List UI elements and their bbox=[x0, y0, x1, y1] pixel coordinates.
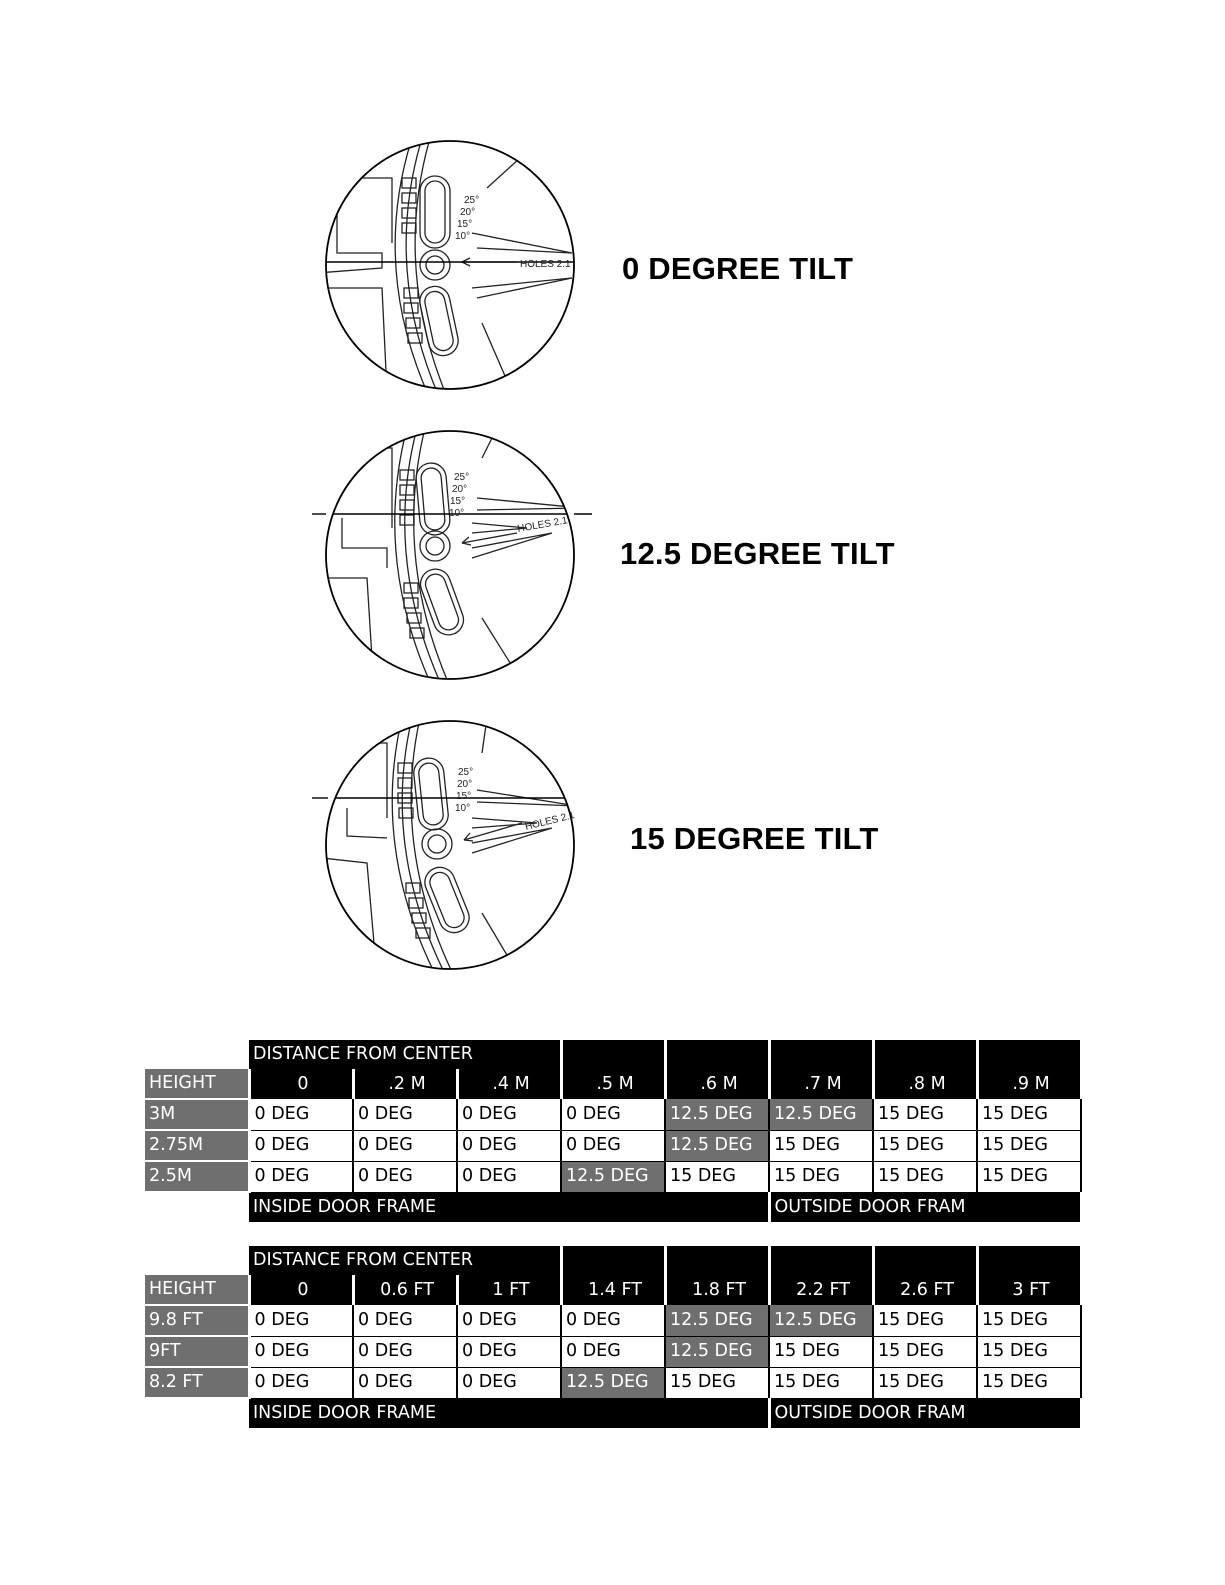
tilt-cell: 15 DEG bbox=[873, 1367, 977, 1398]
column-header: 2.2 FT bbox=[769, 1275, 873, 1305]
dial-tick: 15° bbox=[456, 791, 472, 802]
outside-door-frame-label: OUTSIDE DOOR FRAM bbox=[769, 1192, 1081, 1222]
tilt-cell-shaded: 12.5 DEG bbox=[561, 1367, 665, 1398]
dial-tick: 10° bbox=[449, 508, 465, 519]
column-header: .7 M bbox=[769, 1069, 873, 1099]
tilt-cell: 15 DEG bbox=[665, 1367, 769, 1398]
tilt-cell-shaded: 12.5 DEG bbox=[769, 1099, 873, 1130]
dial-illustration-0 bbox=[312, 138, 582, 392]
column-header-row bbox=[145, 1069, 1081, 1099]
tilt-cell-shaded: 12.5 DEG bbox=[665, 1305, 769, 1336]
door-frame-row bbox=[145, 1398, 1081, 1428]
column-header: 1.4 FT bbox=[561, 1275, 665, 1305]
column-header: 2.6 FT bbox=[873, 1275, 977, 1305]
table-row bbox=[145, 1367, 1081, 1398]
table-row bbox=[145, 1161, 1081, 1192]
tilt-cell: 15 DEG bbox=[769, 1336, 873, 1367]
column-header: 0 bbox=[249, 1275, 353, 1305]
tilt-cell: 0 DEG bbox=[353, 1099, 457, 1130]
height-label: 8.2 FT bbox=[145, 1367, 249, 1398]
tilt-cell-shaded: 12.5 DEG bbox=[665, 1336, 769, 1367]
dial-holes-text: HOLES 2.1 bbox=[524, 809, 576, 833]
tilt-cell: 0 DEG bbox=[457, 1367, 561, 1398]
tilt-dial-12-5 bbox=[312, 428, 592, 682]
tilt-cell: 0 DEG bbox=[457, 1161, 561, 1192]
tilt-cell: 0 DEG bbox=[561, 1130, 665, 1161]
outside-door-frame-label: OUTSIDE DOOR FRAM bbox=[769, 1398, 1081, 1428]
distance-from-center-header: DISTANCE FROM CENTER bbox=[249, 1040, 561, 1069]
distance-header-row bbox=[145, 1246, 1081, 1275]
inside-door-frame-label: INSIDE DOOR FRAME bbox=[249, 1192, 769, 1222]
dial-holes-text: HOLES 2.1 bbox=[520, 259, 571, 270]
tilt-cell-shaded: 12.5 DEG bbox=[561, 1161, 665, 1192]
column-header: .4 M bbox=[457, 1069, 561, 1099]
tilt-cell: 0 DEG bbox=[353, 1336, 457, 1367]
tilt-cell: 0 DEG bbox=[457, 1099, 561, 1130]
tilt-cell: 15 DEG bbox=[873, 1161, 977, 1192]
height-label: 2.75M bbox=[145, 1130, 249, 1161]
inside-door-frame-label: INSIDE DOOR FRAME bbox=[249, 1398, 769, 1428]
tilt-cell: 0 DEG bbox=[457, 1336, 561, 1367]
column-header: .9 M bbox=[977, 1069, 1081, 1099]
dial-tick: 20° bbox=[460, 207, 476, 218]
tilt-cell: 15 DEG bbox=[873, 1130, 977, 1161]
table-row bbox=[145, 1305, 1081, 1336]
tilt-cell: 15 DEG bbox=[665, 1161, 769, 1192]
tilt-cell-shaded: 12.5 DEG bbox=[769, 1305, 873, 1336]
tilt-cell: 0 DEG bbox=[249, 1130, 353, 1161]
table-row bbox=[145, 1099, 1081, 1130]
height-label: 3M bbox=[145, 1099, 249, 1130]
dial-illustration-12-5 bbox=[312, 428, 592, 682]
tilt-cell: 15 DEG bbox=[977, 1305, 1081, 1336]
tilt-cell: 0 DEG bbox=[457, 1305, 561, 1336]
dial-tick: 10° bbox=[455, 803, 471, 814]
distance-header-row bbox=[145, 1040, 1081, 1069]
tilt-cell: 15 DEG bbox=[873, 1099, 977, 1130]
tilt-cell: 0 DEG bbox=[353, 1130, 457, 1161]
height-label: 2.5M bbox=[145, 1161, 249, 1192]
distance-from-center-header: DISTANCE FROM CENTER bbox=[249, 1246, 561, 1275]
tilt-cell: 15 DEG bbox=[977, 1161, 1081, 1192]
column-header: .8 M bbox=[873, 1069, 977, 1099]
tilt-cell: 15 DEG bbox=[769, 1161, 873, 1192]
column-header: .6 M bbox=[665, 1069, 769, 1099]
height-header: HEIGHT bbox=[145, 1275, 249, 1305]
tilt-cell: 0 DEG bbox=[353, 1161, 457, 1192]
dial-tick: 15° bbox=[457, 219, 473, 230]
dial-tick: 25° bbox=[458, 767, 474, 778]
tilt-cell: 0 DEG bbox=[353, 1367, 457, 1398]
tilt-cell: 0 DEG bbox=[561, 1305, 665, 1336]
tilt-label-12-5: 12.5 DEGREE TILT bbox=[620, 536, 895, 571]
height-label: 9.8 FT bbox=[145, 1305, 249, 1336]
door-frame-row bbox=[145, 1192, 1081, 1222]
tilt-cell: 15 DEG bbox=[769, 1367, 873, 1398]
tilt-cell: 15 DEG bbox=[977, 1367, 1081, 1398]
dial-illustration-15 bbox=[312, 718, 582, 972]
table-row bbox=[145, 1336, 1081, 1367]
height-header: HEIGHT bbox=[145, 1069, 249, 1099]
tilt-dial-0 bbox=[312, 138, 582, 392]
height-label: 9FT bbox=[145, 1336, 249, 1367]
column-header: 0.6 FT bbox=[353, 1275, 457, 1305]
tilt-cell: 15 DEG bbox=[769, 1130, 873, 1161]
dial-tick: 15° bbox=[450, 496, 466, 507]
tilt-cell: 15 DEG bbox=[873, 1336, 977, 1367]
tilt-table-metric bbox=[145, 1040, 1083, 1222]
dial-tick: 10° bbox=[455, 231, 471, 242]
dial-tick: 25° bbox=[454, 472, 470, 483]
column-header: 3 FT bbox=[977, 1275, 1081, 1305]
tilt-cell: 15 DEG bbox=[873, 1305, 977, 1336]
dial-tick: 20° bbox=[457, 779, 473, 790]
tilt-cell: 15 DEG bbox=[977, 1336, 1081, 1367]
dial-tick: 20° bbox=[452, 484, 468, 495]
tilt-cell-shaded: 12.5 DEG bbox=[665, 1099, 769, 1130]
column-header-row bbox=[145, 1275, 1081, 1305]
column-header: 1 FT bbox=[457, 1275, 561, 1305]
tilt-cell: 0 DEG bbox=[561, 1336, 665, 1367]
tilt-dial-15 bbox=[312, 718, 582, 972]
tilt-cell: 15 DEG bbox=[977, 1099, 1081, 1130]
tilt-cell: 0 DEG bbox=[249, 1305, 353, 1336]
tilt-cell: 0 DEG bbox=[457, 1130, 561, 1161]
tilt-cell: 0 DEG bbox=[353, 1305, 457, 1336]
tilt-cell-shaded: 12.5 DEG bbox=[665, 1130, 769, 1161]
tilt-cell: 15 DEG bbox=[977, 1130, 1081, 1161]
column-header: .2 M bbox=[353, 1069, 457, 1099]
tilt-cell: 0 DEG bbox=[249, 1161, 353, 1192]
table-row bbox=[145, 1130, 1081, 1161]
column-header: .5 M bbox=[561, 1069, 665, 1099]
column-header: 1.8 FT bbox=[665, 1275, 769, 1305]
tilt-cell: 0 DEG bbox=[249, 1099, 353, 1130]
column-header: 0 bbox=[249, 1069, 353, 1099]
dial-holes-text: HOLES 2.1 bbox=[516, 515, 569, 535]
tilt-label-15: 15 DEGREE TILT bbox=[630, 821, 879, 856]
tilt-table-imperial bbox=[145, 1246, 1083, 1428]
tilt-cell: 0 DEG bbox=[249, 1336, 353, 1367]
tilt-label-0: 0 DEGREE TILT bbox=[622, 251, 854, 286]
tilt-cell: 0 DEG bbox=[561, 1099, 665, 1130]
dial-tick: 25° bbox=[464, 195, 480, 206]
tilt-cell: 0 DEG bbox=[249, 1367, 353, 1398]
